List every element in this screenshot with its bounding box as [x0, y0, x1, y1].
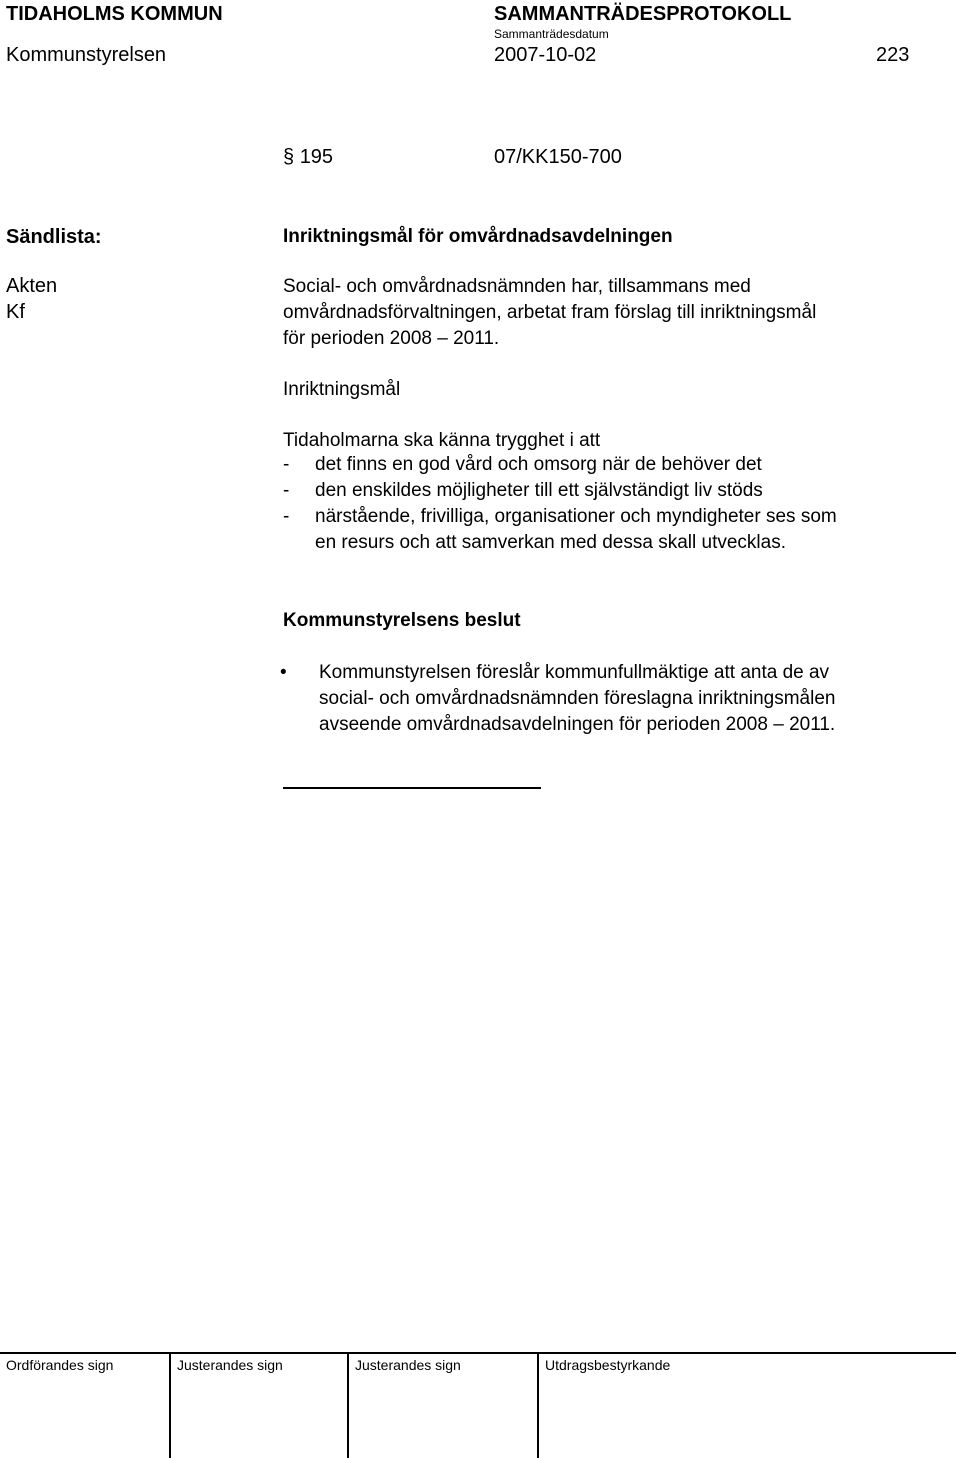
page-number: 223 [876, 44, 910, 66]
goal-text: en resurs och att samverkan med dessa skall utvecklas. [315, 532, 786, 553]
recipient: Kf [6, 301, 25, 323]
goals-subheading: Inriktningsmål [283, 379, 401, 400]
diary-number: 07/KK150-700 [494, 146, 622, 168]
section-sign-icon: § [283, 146, 295, 168]
distribution-label: Sändlista: [6, 226, 102, 248]
meeting-date: 2007-10-02 [494, 44, 597, 66]
dash-marker: - [283, 480, 290, 501]
decision-line: avseende omvårdnadsavdelningen för perioden 2008 – 2011. [319, 714, 836, 735]
intro-line: omvårdnadsförvaltningen, arbetat fram förslag till inriktningsmål [283, 302, 817, 323]
intro-line: Social- och omvårdnadsnämnden har, tillsammans med [283, 276, 751, 297]
signature-label-certification: Utdragsbestyrkande [545, 1357, 671, 1373]
goal-text: det finns en god vård och omsorg när de behöver det [315, 454, 762, 475]
signature-label-adjuster-1: Justerandes sign [177, 1357, 283, 1373]
paragraph-number: 195 [299, 146, 334, 168]
decision-line: Kommunstyrelsen föreslår kommunfullmäktige att anta de av [319, 662, 830, 683]
paragraph-marker [283, 146, 333, 169]
municipality-name: TIDAHOLMS KOMMUN [6, 3, 223, 25]
signature-divider [347, 1354, 349, 1458]
date-caption: Sammanträdesdatum [494, 27, 609, 41]
matter-title: Inriktningsmål för omvårdnadsavdelningen [283, 226, 673, 247]
recipient: Akten [6, 275, 58, 297]
footer-rule [0, 1352, 956, 1354]
decision-line: social- och omvårdnadsnämnden föreslagna inriktningsmålen [319, 688, 836, 709]
signature-label-chair: Ordförandes sign [6, 1357, 114, 1373]
bullet-icon: • [280, 662, 287, 683]
intro-line: för perioden 2008 – 2011. [283, 328, 500, 349]
document-type: SAMMANTRÄDESPROTOKOLL [494, 3, 792, 25]
signature-divider [537, 1354, 539, 1458]
goal-text: närstående, frivilliga, organisationer och myndigheter ses som [315, 506, 837, 527]
goals-lead: Tidaholmarna ska känna trygghet i att [283, 430, 601, 451]
end-rule [283, 787, 541, 789]
dash-marker: - [283, 506, 290, 527]
signature-label-adjuster-2: Justerandes sign [355, 1357, 461, 1373]
goal-text: den enskildes möjligheter till ett självständigt liv stöds [315, 480, 763, 501]
decision-heading: Kommunstyrelsens beslut [283, 610, 521, 631]
dash-marker: - [283, 454, 290, 475]
body-name: Kommunstyrelsen [6, 44, 167, 66]
signature-divider [169, 1354, 171, 1458]
